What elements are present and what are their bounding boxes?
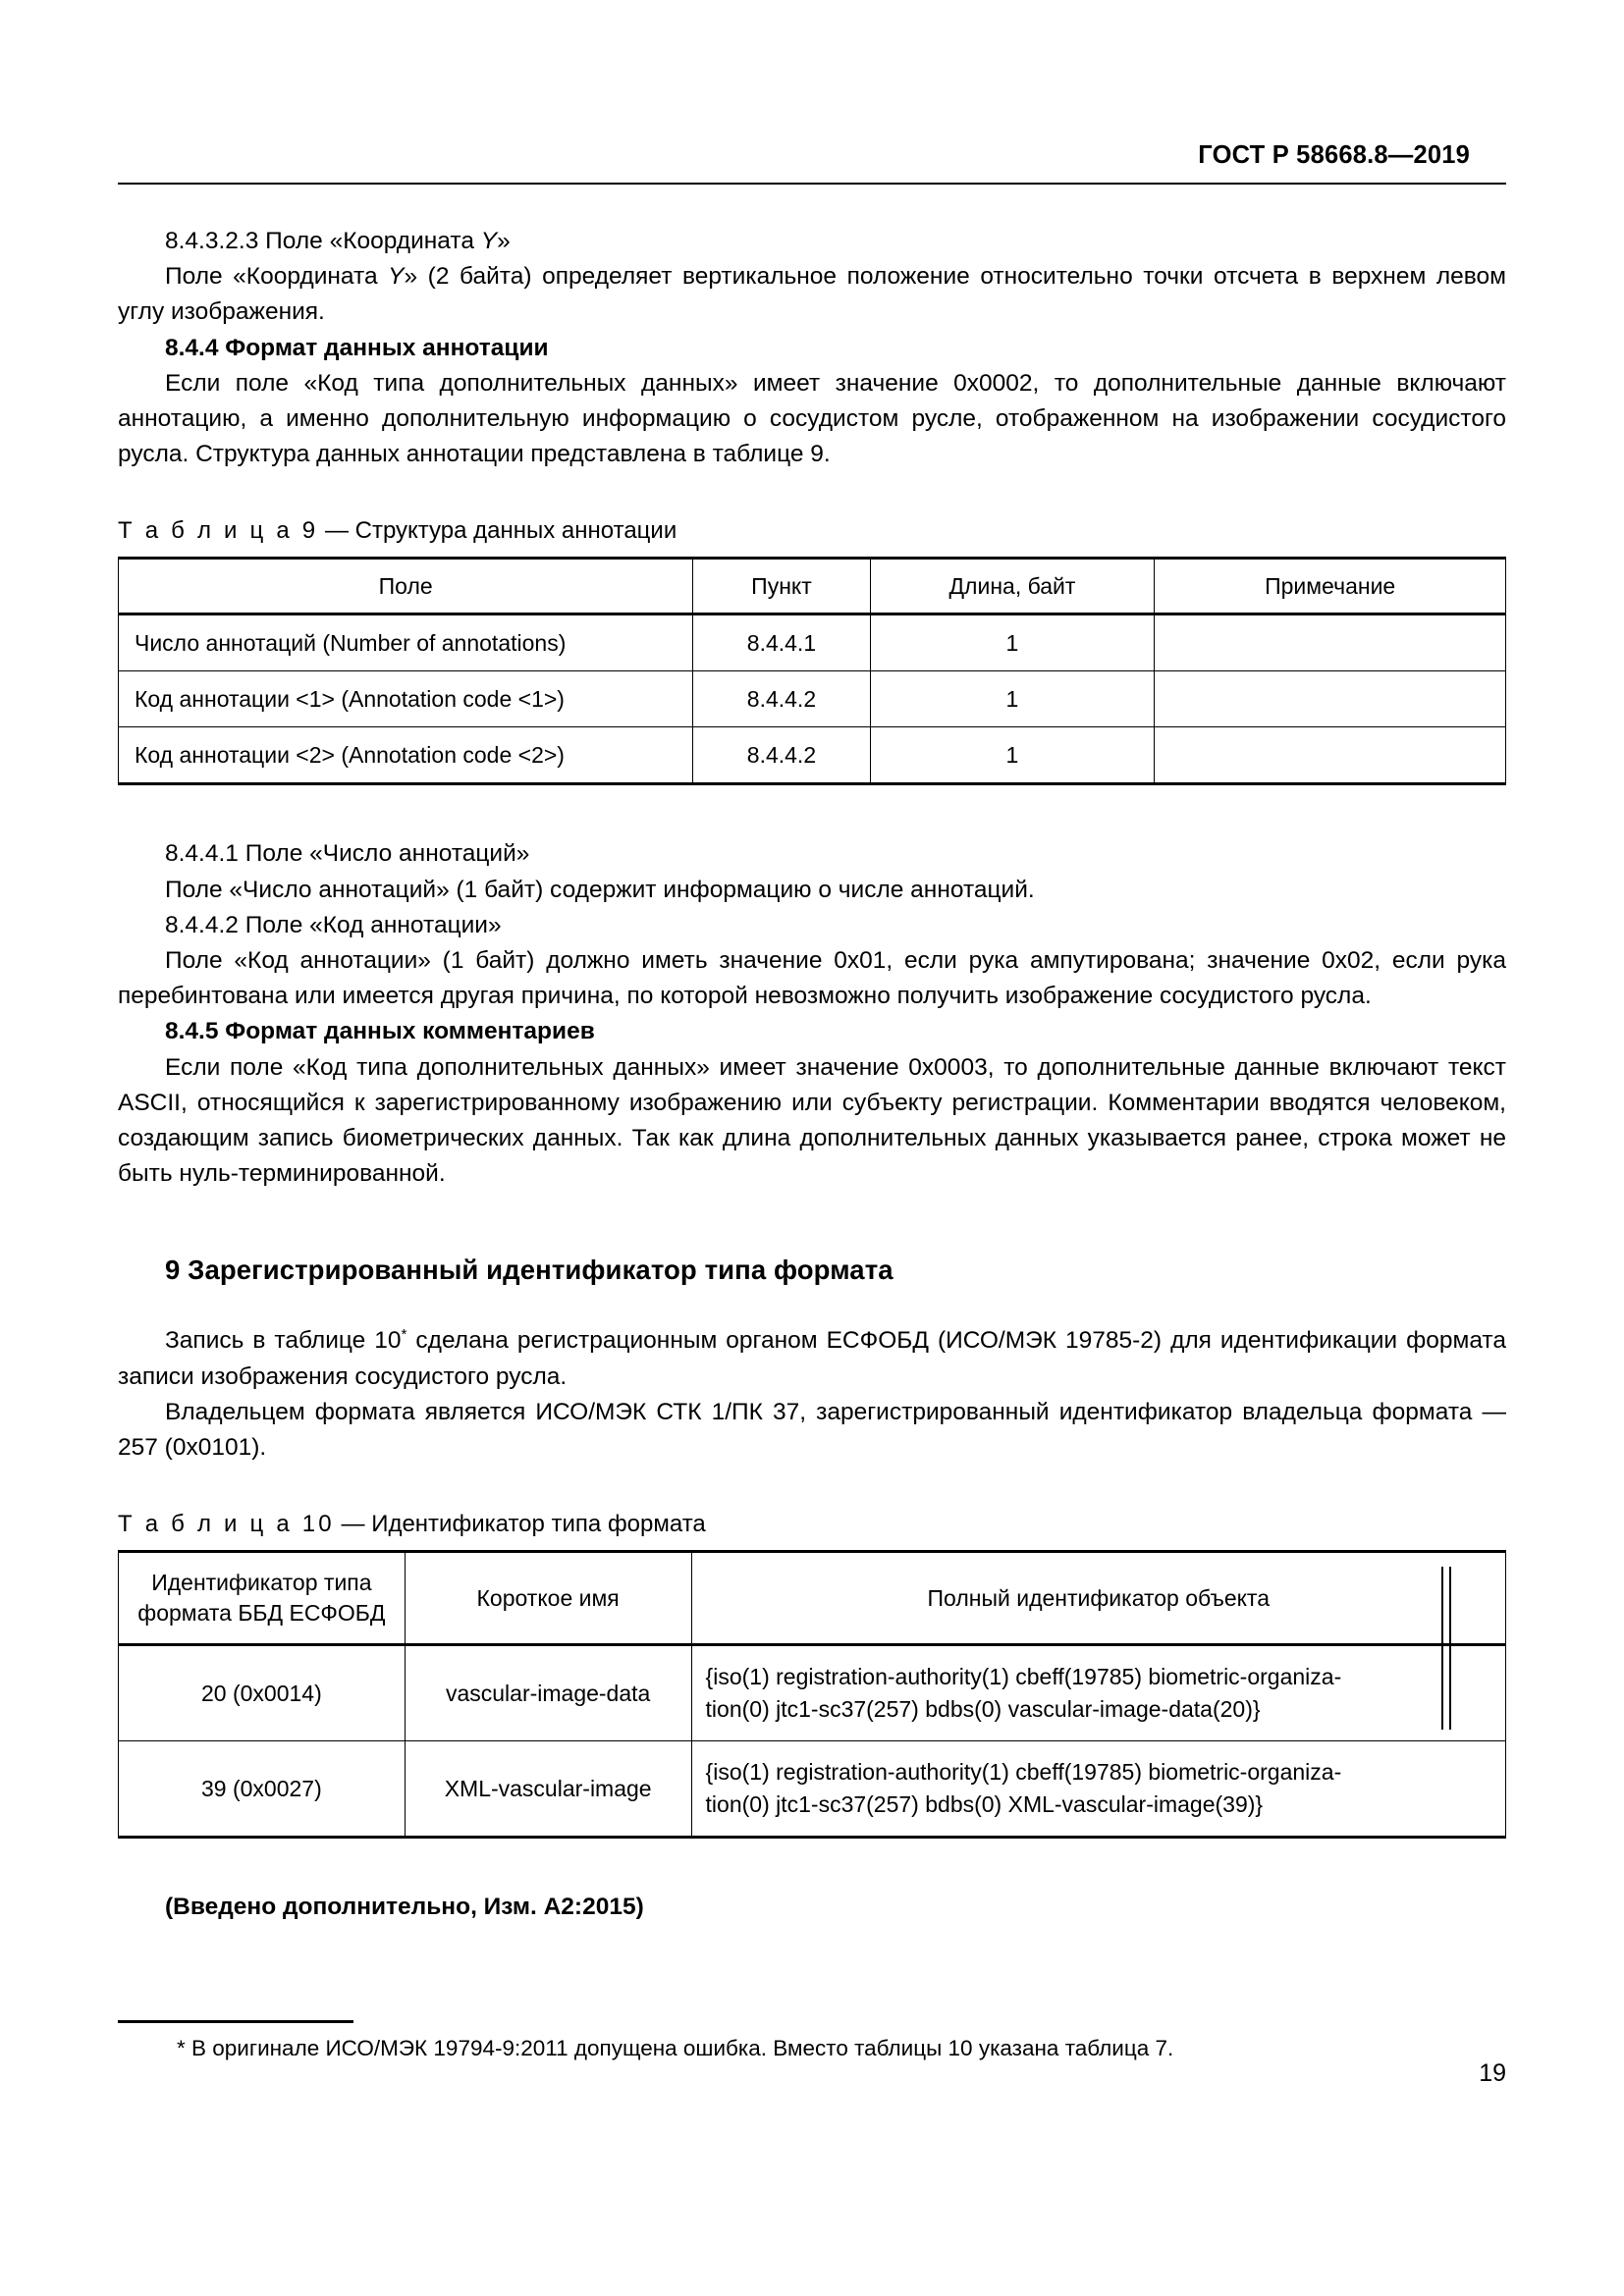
section-9-para-1-part-b: сделана регистрационным органом ЕСФОБД (ИСО/МЭК 19785-2) для идентификации формата записи изображения сосудистого русла. [118, 1327, 1507, 1390]
page-number: 19 [1479, 2059, 1506, 2087]
table-row [119, 1741, 1506, 1838]
table-row [119, 614, 1506, 671]
table-10-cell-short-name: XML-vascular-image [405, 1741, 691, 1838]
table-9-col-field: Поле [119, 559, 693, 614]
table-row [119, 671, 1506, 727]
change-bar-line-1 [1441, 1567, 1443, 1730]
table-10-oid-line1: {iso(1) registration-authority(1) cbeff(19785) biometric-organiza- [705, 1664, 1342, 1690]
table-9-col-length: Длина, байт [870, 559, 1155, 614]
table-10-header-row [119, 1552, 1506, 1645]
table-9-cell-clause: 8.4.4.2 [693, 727, 870, 784]
section-9-paragraph-1 [118, 1323, 1506, 1394]
table-10-col-format-id-line1: Идентификатор типа [151, 1570, 372, 1596]
table-row [119, 727, 1506, 784]
table-10-cell-oid [691, 1645, 1505, 1741]
clause-8-4-4-text: Если поле «Код типа дополнительных данных» имеет значение 0x0002, то дополнительные данные включают аннотацию, а именно дополнительную информацию о сосудистом русле, отображенном на изображении сосудистого русла. Структура данных аннотации представлена в таблице 9. [118, 369, 1506, 468]
page-content [118, 224, 1506, 1925]
table-10-cell-format-id: 39 (0x0027) [119, 1741, 406, 1838]
table-10-cell-format-id: 20 (0x0014) [119, 1645, 406, 1741]
table-10-caption [118, 1509, 1506, 1540]
table-9-header-row [119, 559, 1506, 614]
table-row [119, 1645, 1506, 1741]
table-10-caption-dash: — [334, 1511, 372, 1538]
table-9 [118, 557, 1506, 785]
footnote-text: * В оригинале ИСО/МЭК 19794-9:2011 допущена ошибка. Вместо таблицы 10 указана таблица 7. [177, 2036, 1174, 2060]
clause-8-4-4-2-text: Поле «Код аннотации» (1 байт) должно иметь значение 0x01, если рука ампутирована; значение 0x02, если рука перебинтована или имеется другая причина, по которой невозможно получить изображение сосудистого русла. [118, 947, 1506, 1010]
section-9-para-1-part-a: Запись в таблице 10 [165, 1327, 402, 1355]
table-9-caption-label: Т а б л и ц а 9 [118, 517, 319, 545]
table-9-col-note: Примечание [1155, 559, 1506, 614]
table-9-caption [118, 515, 1506, 547]
table-9-caption-title: Структура данных аннотации [354, 517, 677, 545]
table-9-cell-note [1155, 727, 1506, 784]
table-9-cell-length: 1 [870, 614, 1155, 671]
clause-8-4-4-1-heading: 8.4.4.1 Поле «Число аннотаций» [165, 840, 530, 868]
table-10-col-oid: Полный идентификатор объекта [691, 1552, 1505, 1645]
clause-8-4-4-1-text: Поле «Число аннотаций» (1 байт) содержит информацию о числе аннотаций. [165, 876, 1035, 903]
table-9-cell-length: 1 [870, 671, 1155, 727]
table-10-oid-line2: tion(0) jtc1-sc37(257) bdbs(0) vascular-image-data(20)} [705, 1696, 1261, 1723]
clause-8-4-5-text: Если поле «Код типа дополнительных данных» имеет значение 0x0003, то дополнительные данные включают текст ASCII, относящийся к зарегистрированному изображению или субъекту регистрации. Комментарии вводятся человеком, создающим запись биометрических данных. Так как длина дополнительных данных указывается ранее, строка может не быть нуль-терминированной. [118, 1053, 1506, 1188]
table-9-cell-note [1155, 671, 1506, 727]
section-9-heading: 9 Зарегистрированный идентификатор типа формата [165, 1255, 893, 1286]
change-bar-marker [1441, 1567, 1453, 1730]
header-rule [118, 183, 1506, 185]
table-9-cell-field: Код аннотации <2> (Annotation code <2>) [119, 727, 693, 784]
table-10-oid-line1: {iso(1) registration-authority(1) cbeff(19785) biometric-organiza- [705, 1759, 1342, 1786]
amendment-note: (Введено дополнительно, Изм. A2:2015) [165, 1894, 644, 1921]
clause-8-4-3-2-3-text: Поле «Координата Y» (2 байта) определяет вертикальное положение относительно точки отсчета в верхнем левом углу изображения. [118, 263, 1506, 326]
table-9-cell-field: Число аннотаций (Number of annotations) [119, 614, 693, 671]
table-10-cell-short-name: vascular-image-data [405, 1645, 691, 1741]
footnote-separator-rule [118, 2020, 353, 2023]
section-9-paragraph-2: Владельцем формата является ИСО/МЭК СТК 1/ПК 37, зарегистрированный идентификатор владельца формата — 257 (0x0101). [118, 1398, 1506, 1462]
table-9-cell-clause: 8.4.4.1 [693, 614, 870, 671]
table-10-col-format-id [119, 1552, 406, 1645]
clause-8-4-5-heading: 8.4.5 Формат данных комментариев [165, 1018, 595, 1045]
table-10-caption-title: Идентификатор типа формата [371, 1511, 706, 1538]
change-bar-line-2 [1449, 1567, 1451, 1730]
table-9-cell-length: 1 [870, 727, 1155, 784]
table-10-col-format-id-line2: формата ББД ЕСФОБД [137, 1600, 386, 1627]
clause-8-4-4-heading: 8.4.4 Формат данных аннотации [165, 334, 549, 361]
table-9-col-clause: Пункт [693, 559, 870, 614]
table-10-oid-line2: tion(0) jtc1-sc37(257) bdbs(0) XML-vascular-image(39)} [705, 1791, 1264, 1818]
clause-8-4-4-2-heading: 8.4.4.2 Поле «Код аннотации» [165, 911, 502, 938]
footnote-marker: * [401, 1326, 407, 1344]
table-10-caption-label: Т а б л и ц а 10 [118, 1511, 335, 1538]
table-9-cell-note [1155, 614, 1506, 671]
page-header-standard-id: ГОСТ Р 58668.8—2019 [1198, 141, 1470, 169]
table-9-cell-clause: 8.4.4.2 [693, 671, 870, 727]
table-9-caption-dash: — [318, 517, 355, 545]
table-9-cell-field: Код аннотации <1> (Annotation code <1>) [119, 671, 693, 727]
table-10-cell-oid [691, 1741, 1505, 1838]
clause-8-4-3-2-3-heading: 8.4.3.2.3 Поле «Координата Y» [165, 228, 511, 254]
table-10 [118, 1550, 1506, 1839]
table-10-col-short-name: Короткое имя [405, 1552, 691, 1645]
